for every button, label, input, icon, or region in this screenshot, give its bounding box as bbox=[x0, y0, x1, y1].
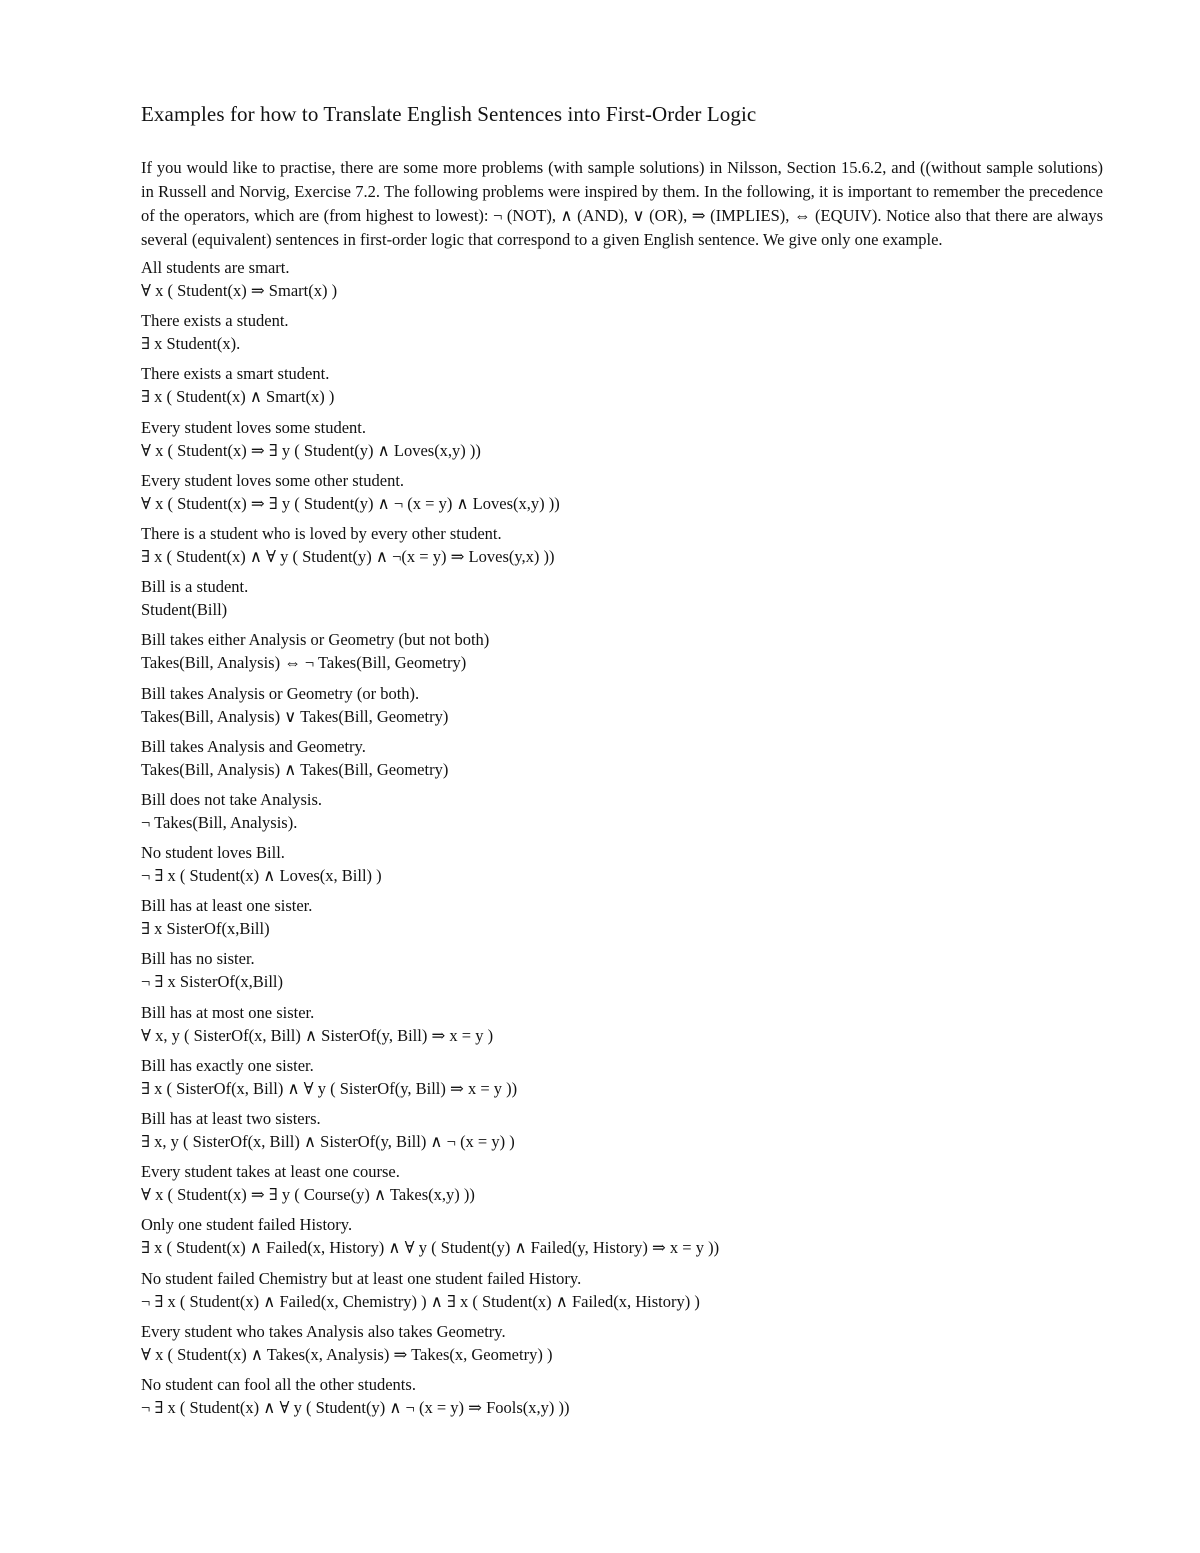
example-item bbox=[141, 309, 1121, 362]
example-item bbox=[141, 256, 1121, 309]
fol-formula: ¬ ∃ x ( Student(x) ∧ Loves(x, Bill) ) bbox=[141, 866, 382, 886]
example-item bbox=[141, 1320, 1121, 1373]
example-item bbox=[141, 1160, 1121, 1213]
fol-formula: ∀ x ( Student(x) ⇒ ∃ y ( Course(y) ∧ Takes(x,y) )) bbox=[141, 1185, 475, 1205]
english-sentence: Every student loves some other student. bbox=[141, 470, 405, 490]
english-sentence: All students are smart. bbox=[141, 258, 290, 277]
english-sentence: Bill does not take Analysis. bbox=[141, 789, 323, 809]
english-sentence: Bill has exactly one sister. bbox=[141, 1055, 314, 1075]
english-sentence: There exists a student. bbox=[141, 311, 289, 331]
fol-formula: ∃ x Student(x). bbox=[141, 334, 241, 354]
intro-paragraph: If you would like to practise, there are some more problems (with sample solutions) in Nilsson, Section 15.6.2, and ((without sample solutions) in Russell and Norvig, Exercise 7.2. The following problems were inspired by them. In the following, it is important to remember the precedence of the operators, which are (from highest to lowest): ¬ (NOT), ∧ (AND), ∨ (OR), ⇒ (IMPLIES), ⇔ (EQUIV). Notice also that there are always several (equivalent) sentences in first-order logic that correspond to a given English sentence. We give only one example. bbox=[141, 158, 1103, 249]
english-sentence: Every student takes at least one course. bbox=[141, 1162, 400, 1182]
english-sentence: Bill has at least one sister. bbox=[141, 896, 313, 916]
english-sentence: Bill has at most one sister. bbox=[141, 1002, 315, 1022]
english-sentence: Every student loves some student. bbox=[141, 417, 367, 437]
fol-formula: ∀ x, y ( SisterOf(x, Bill) ∧ SisterOf(y, Bill) ⇒ x = y ) bbox=[141, 1025, 494, 1045]
fol-formula: ∃ x ( Student(x) ∧ Failed(x, History) ∧ ∀ y ( Student(y) ∧ Failed(y, History) ⇒ x = y )) bbox=[141, 1238, 720, 1258]
fol-formula: ¬ ∃ x SisterOf(x,Bill) bbox=[141, 972, 283, 992]
english-sentence: No student failed Chemistry but at least one student failed History. bbox=[141, 1268, 582, 1288]
fol-formula: ∃ x, y ( SisterOf(x, Bill) ∧ SisterOf(y, Bill) ∧ ¬ (x = y) ) bbox=[141, 1132, 515, 1151]
example-item bbox=[141, 1213, 1121, 1266]
example-item bbox=[141, 362, 1121, 415]
fol-formula: Student(Bill) bbox=[141, 600, 228, 620]
fol-formula: ∃ x ( Student(x) ∧ ∀ y ( Student(y) ∧ ¬(x = y) ⇒ Loves(y,x) )) bbox=[141, 546, 555, 566]
example-item bbox=[141, 947, 1121, 1000]
page-title: Examples for how to Translate English Sentences into First-Order Logic bbox=[141, 102, 757, 126]
example-item bbox=[141, 841, 1121, 894]
fol-formula: ∃ x SisterOf(x,Bill) bbox=[141, 919, 270, 939]
english-sentence: Bill has no sister. bbox=[141, 949, 255, 969]
fol-formula: ∀ x ( Student(x) ⇒ ∃ y ( Student(y) ∧ Loves(x,y) )) bbox=[141, 440, 481, 460]
example-item bbox=[141, 416, 1121, 469]
example-item bbox=[141, 575, 1121, 628]
fol-formula: ¬ Takes(Bill, Analysis). bbox=[141, 812, 298, 832]
example-item bbox=[141, 1267, 1121, 1320]
english-sentence: No student can fool all the other students. bbox=[141, 1374, 416, 1394]
fol-formula: ∃ x ( Student(x) ∧ Smart(x) ) bbox=[141, 387, 335, 407]
fol-formula: Takes(Bill, Analysis) ∨ Takes(Bill, Geometry) bbox=[141, 706, 449, 726]
english-sentence: Bill takes either Analysis or Geometry (but not both) bbox=[141, 630, 490, 650]
english-sentence: Only one student failed History. bbox=[141, 1215, 353, 1235]
fol-formula: ∀ x ( Student(x) ∧ Takes(x, Analysis) ⇒ Takes(x, Geometry) ) bbox=[141, 1344, 553, 1364]
example-item bbox=[141, 469, 1121, 522]
example-item bbox=[141, 894, 1121, 947]
english-sentence: Bill has at least two sisters. bbox=[141, 1109, 321, 1128]
fol-formula: ¬ ∃ x ( Student(x) ∧ Failed(x, Chemistry) ) ∧ ∃ x ( Student(x) ∧ Failed(x, History) ) bbox=[141, 1291, 700, 1311]
example-item bbox=[141, 1107, 1121, 1160]
english-sentence: Bill is a student. bbox=[141, 577, 249, 597]
english-sentence: Bill takes Analysis or Geometry (or both). bbox=[141, 683, 420, 703]
english-sentence: No student loves Bill. bbox=[141, 843, 285, 863]
example-item bbox=[141, 1373, 1121, 1426]
example-item bbox=[141, 522, 1121, 575]
examples-list bbox=[141, 256, 1121, 1426]
example-item bbox=[141, 788, 1121, 841]
example-item bbox=[141, 735, 1121, 788]
fol-formula: ¬ ∃ x ( Student(x) ∧ ∀ y ( Student(y) ∧ ¬ (x = y) ⇒ Fools(x,y) )) bbox=[141, 1397, 570, 1417]
fol-formula: ∀ x ( Student(x) ⇒ Smart(x) ) bbox=[141, 281, 338, 300]
fol-formula: Takes(Bill, Analysis) ⇔ ¬ Takes(Bill, Geometry) bbox=[141, 653, 467, 673]
fol-formula: Takes(Bill, Analysis) ∧ Takes(Bill, Geometry) bbox=[141, 759, 449, 779]
document-page bbox=[141, 100, 1121, 1426]
example-item bbox=[141, 628, 1121, 681]
example-item bbox=[141, 682, 1121, 735]
english-sentence: There exists a smart student. bbox=[141, 364, 330, 384]
english-sentence: There is a student who is loved by every other student. bbox=[141, 523, 502, 543]
example-item bbox=[141, 1054, 1121, 1107]
example-item bbox=[141, 1001, 1121, 1054]
english-sentence: Every student who takes Analysis also takes Geometry. bbox=[141, 1321, 506, 1341]
fol-formula: ∃ x ( SisterOf(x, Bill) ∧ ∀ y ( SisterOf(y, Bill) ⇒ x = y )) bbox=[141, 1078, 518, 1098]
fol-formula: ∀ x ( Student(x) ⇒ ∃ y ( Student(y) ∧ ¬ (x = y) ∧ Loves(x,y) )) bbox=[141, 493, 560, 513]
english-sentence: Bill takes Analysis and Geometry. bbox=[141, 736, 366, 756]
